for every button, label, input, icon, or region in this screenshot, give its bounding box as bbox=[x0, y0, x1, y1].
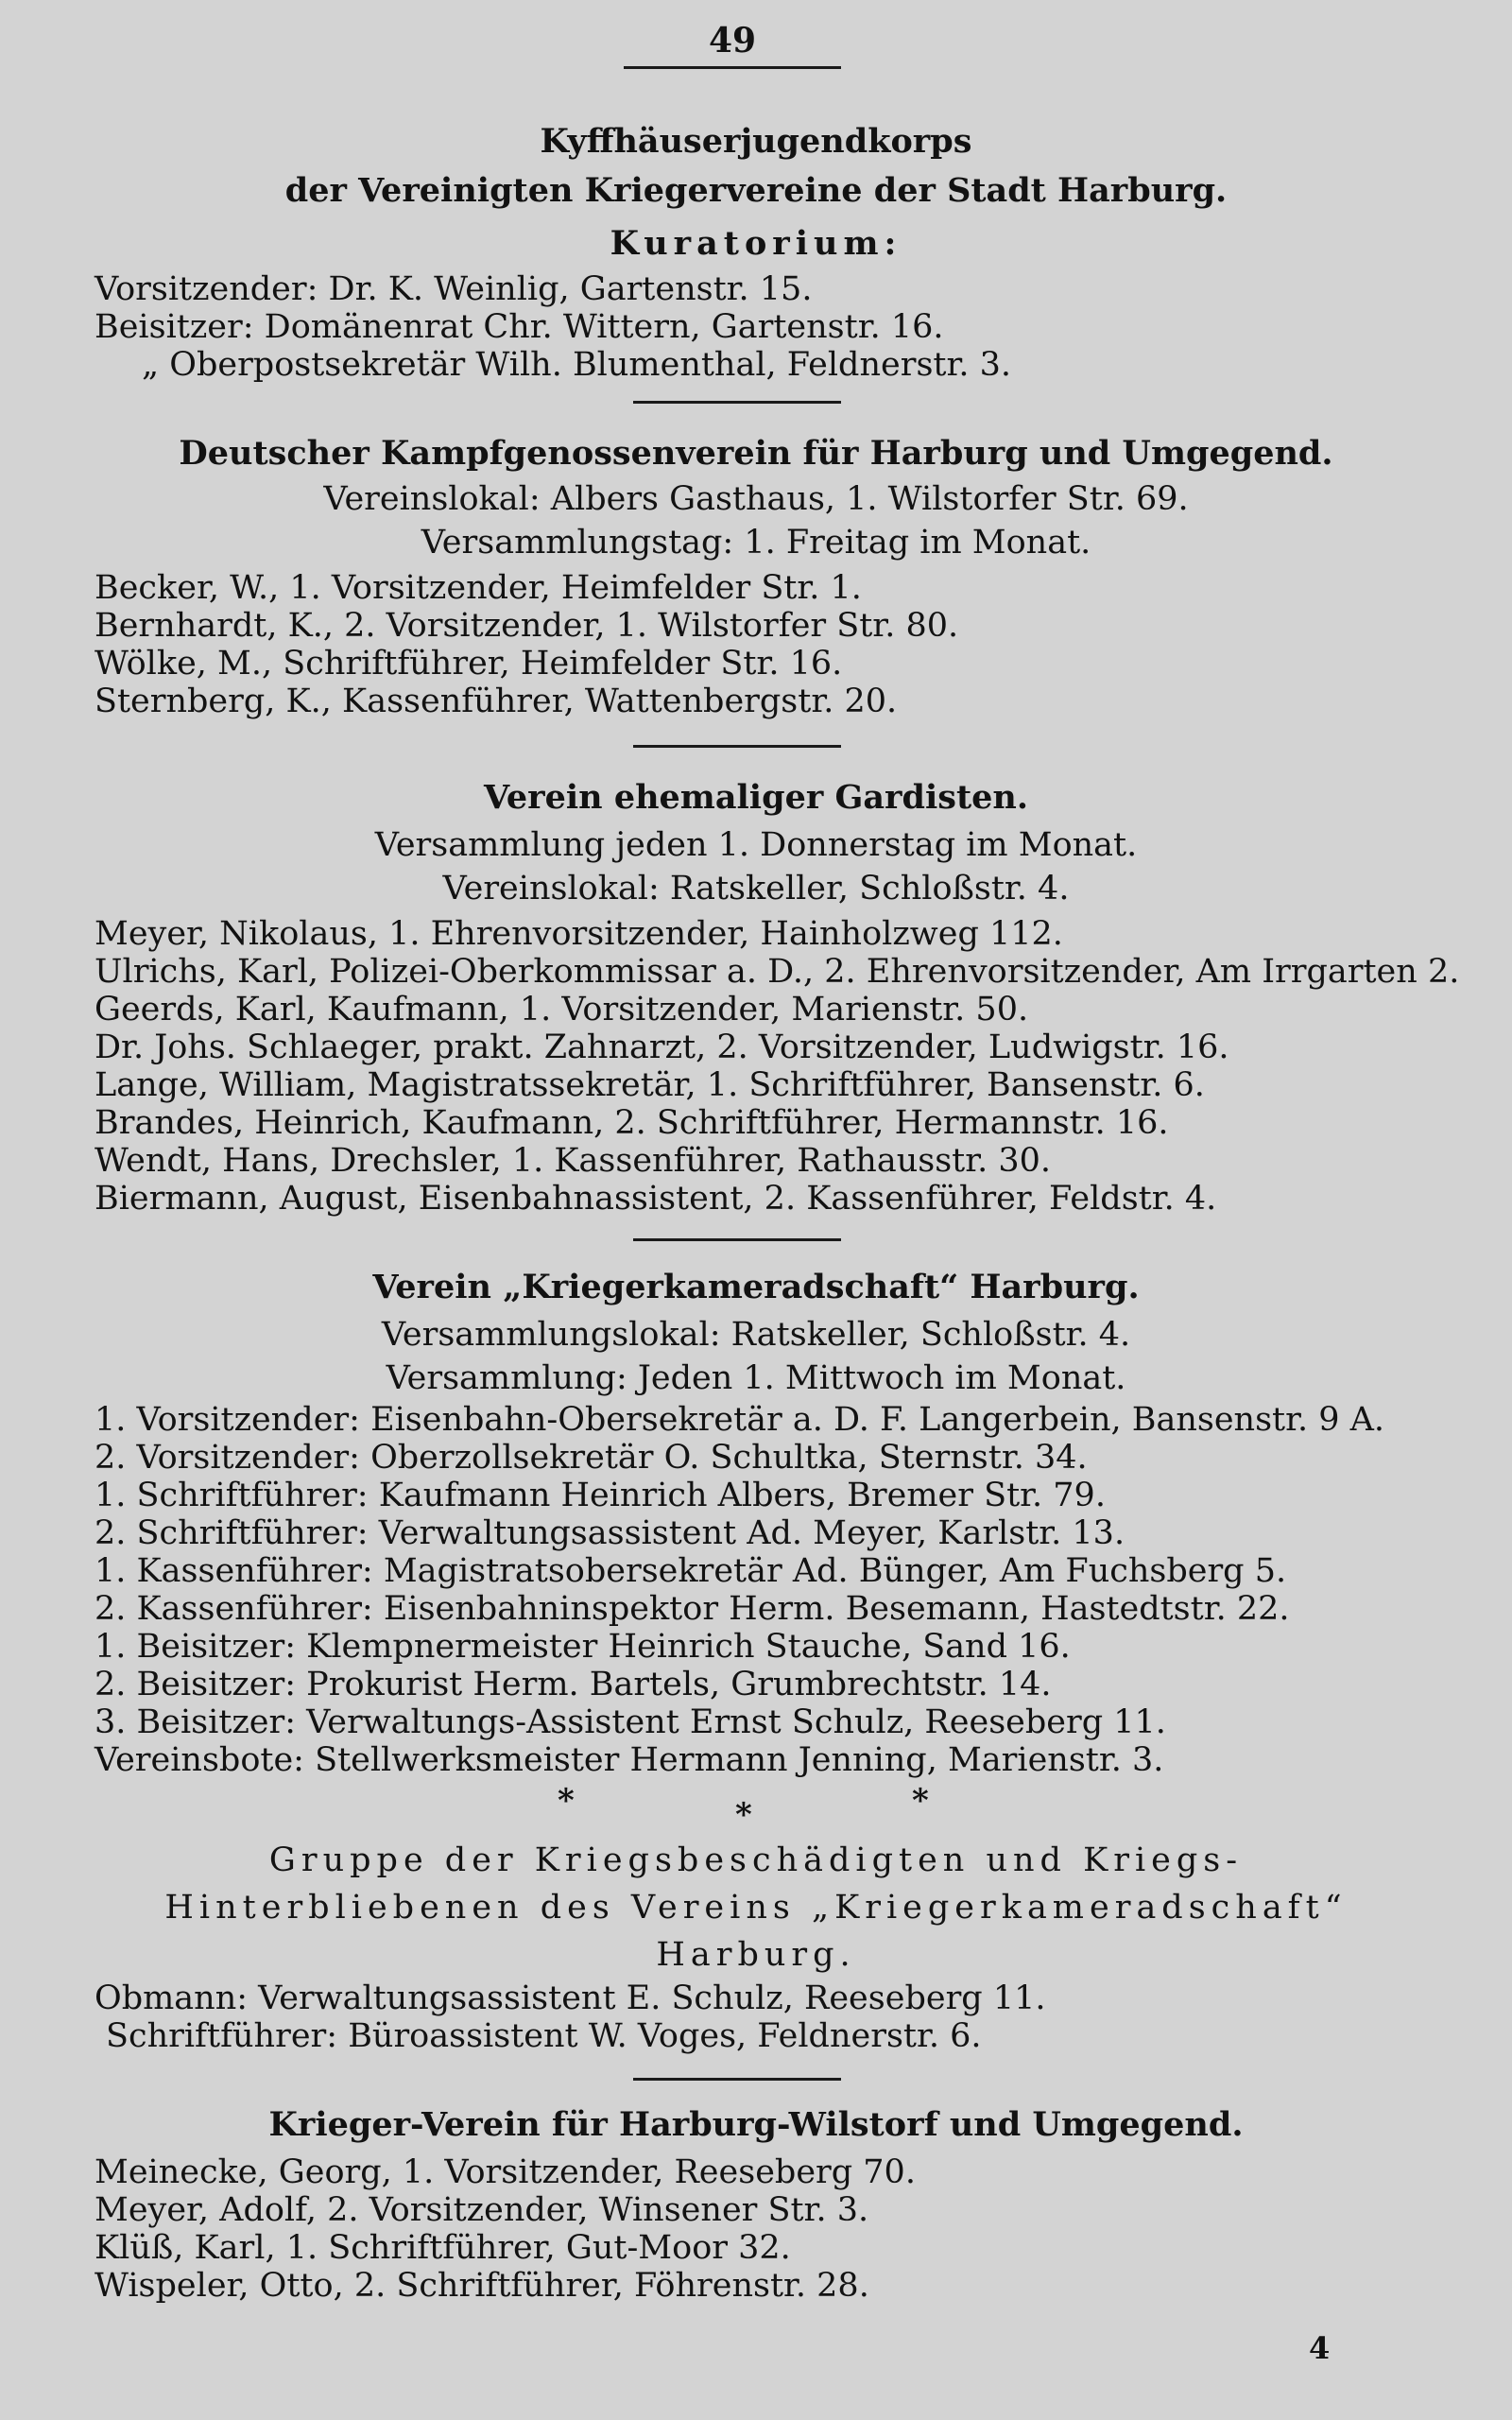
kuratorium-heading: Kuratorium: bbox=[610, 224, 902, 263]
section-divider bbox=[633, 745, 841, 748]
officer-line: 2. Beisitzer: Prokurist Herm. Bartels, Grumbrechtstr. 14. bbox=[94, 1666, 1052, 1703]
member-line: Meinecke, Georg, 1. Vorsitzender, Reeseberg 70. bbox=[94, 2153, 916, 2191]
kyff-title: Kyffhäuserjugendkorps bbox=[540, 122, 972, 161]
section-divider bbox=[633, 401, 841, 404]
kame-lokal: Versammlungslokal: Ratskeller, Schloßstr. 4. bbox=[381, 1316, 1131, 1354]
member-line: Geerds, Karl, Kaufmann, 1. Vorsitzender, Marienstr. 50. bbox=[94, 991, 1029, 1028]
officer-line: 1. Vorsitzender: Eisenbahn-Obersekretär a. D. F. Langerbein, Bansenstr. 9 A. bbox=[94, 1401, 1385, 1439]
kyff-subtitle: der Vereinigten Kriegervereine der Stadt Harburg. bbox=[284, 171, 1228, 210]
member-line: Meyer, Adolf, 2. Vorsitzender, Winsener Str. 3. bbox=[94, 2191, 869, 2229]
kampf-tag: Versammlungstag: 1. Freitag im Monat. bbox=[421, 524, 1091, 562]
officer-line: 3. Beisitzer: Verwaltungs-Assistent Ernst Schulz, Reeseberg 11. bbox=[94, 1703, 1166, 1741]
officer-line: 2. Kassenführer: Eisenbahninspektor Herm. Besemann, Hastedtstr. 22. bbox=[94, 1590, 1290, 1628]
member-line: Ulrichs, Karl, Polizei-Oberkommissar a. D., 2. Ehrenvorsitzender, Am Irrgarten 2. bbox=[94, 953, 1460, 991]
kame-title: Verein „Kriegerkameradschaft“ Harburg. bbox=[372, 1268, 1140, 1306]
asterisk-divider: * bbox=[912, 1782, 929, 1820]
kyff-line: Beisitzer: Domänenrat Chr. Wittern, Gartenstr. 16. bbox=[94, 308, 944, 346]
kampf-lokal: Vereinslokal: Albers Gasthaus, 1. Wilstorfer Str. 69. bbox=[323, 480, 1189, 518]
gard-versammlung: Versammlung jeden 1. Donnerstag im Monat. bbox=[374, 826, 1138, 864]
section-divider bbox=[633, 2078, 841, 2081]
officer-line: Vereinsbote: Stellwerksmeister Hermann Jenning, Marienstr. 3. bbox=[94, 1741, 1164, 1779]
wils-title: Krieger-Verein für Harburg-Wilstorf und Umgegend. bbox=[268, 2105, 1244, 2144]
member-line: Lange, William, Magistratssekretär, 1. Schriftführer, Bansenstr. 6. bbox=[94, 1066, 1205, 1104]
gruppe-title: Hinterbliebenen des Vereins „Kriegerkameradschaft“ bbox=[164, 1889, 1348, 1927]
officer-line: 2. Schriftführer: Verwaltungsassistent Ad. Meyer, Karlstr. 13. bbox=[94, 1514, 1125, 1552]
gard-title: Verein ehemaliger Gardisten. bbox=[483, 778, 1029, 817]
officer-line: 2. Vorsitzender: Oberzollsekretär O. Schultka, Sternstr. 34. bbox=[94, 1439, 1088, 1477]
officer-line: 1. Kassenführer: Magistratsobersekretär Ad. Bünger, Am Fuchsberg 5. bbox=[94, 1552, 1287, 1590]
section-divider bbox=[633, 1238, 841, 1241]
asterisk-divider: * bbox=[735, 1796, 752, 1834]
kyff-line: Vorsitzender: Dr. K. Weinlig, Gartenstr. 15. bbox=[94, 270, 813, 308]
gruppe-line: Schriftführer: Büroassistent W. Voges, Feldnerstr. 6. bbox=[106, 2017, 982, 2055]
asterisk-divider: * bbox=[558, 1782, 575, 1820]
member-line: Klüß, Karl, 1. Schriftführer, Gut-Moor 32. bbox=[94, 2229, 791, 2267]
kyff-line: „ Oberpostsekretär Wilh. Blumenthal, Feldnerstr. 3. bbox=[142, 346, 1011, 384]
member-line: Wölke, M., Schriftführer, Heimfelder Str. 16. bbox=[94, 645, 843, 683]
kame-versammlung: Versammlung: Jeden 1. Mittwoch im Monat. bbox=[386, 1359, 1126, 1397]
member-line: Biermann, August, Eisenbahnassistent, 2. Kassenführer, Feldstr. 4. bbox=[94, 1180, 1217, 1218]
member-line: Meyer, Nikolaus, 1. Ehrenvorsitzender, Hainholzweg 112. bbox=[94, 915, 1063, 953]
gruppe-title: Gruppe der Kriegsbeschädigten und Kriegs- bbox=[268, 1841, 1244, 1879]
member-line: Dr. Johs. Schlaeger, prakt. Zahnarzt, 2. Vorsitzender, Ludwigstr. 16. bbox=[94, 1028, 1229, 1066]
gruppe-title: Harburg. bbox=[656, 1936, 856, 1974]
gruppe-line: Obmann: Verwaltungsassistent E. Schulz, Reeseberg 11. bbox=[94, 1979, 1046, 2017]
member-line: Wendt, Hans, Drechsler, 1. Kassenführer, Rathausstr. 30. bbox=[94, 1142, 1052, 1180]
footer-number: 4 bbox=[1309, 2330, 1331, 2366]
gard-lokal: Vereinslokal: Ratskeller, Schloßstr. 4. bbox=[442, 870, 1070, 908]
member-line: Bernhardt, K., 2. Vorsitzender, 1. Wilstorfer Str. 80. bbox=[94, 607, 959, 645]
member-line: Becker, W., 1. Vorsitzender, Heimfelder Str. 1. bbox=[94, 569, 862, 607]
member-line: Brandes, Heinrich, Kaufmann, 2. Schriftführer, Hermannstr. 16. bbox=[94, 1104, 1169, 1142]
member-line: Wispeler, Otto, 2. Schriftführer, Föhrenstr. 28. bbox=[94, 2267, 869, 2305]
kampf-title: Deutscher Kampfgenossenverein für Harburg und Umgegend. bbox=[179, 434, 1333, 473]
page-number: 49 bbox=[624, 21, 841, 69]
officer-line: 1. Schriftführer: Kaufmann Heinrich Albers, Bremer Str. 79. bbox=[94, 1477, 1106, 1514]
officer-line: 1. Beisitzer: Klempnermeister Heinrich Stauche, Sand 16. bbox=[94, 1628, 1071, 1666]
member-line: Sternberg, K., Kassenführer, Wattenbergstr. 20. bbox=[94, 683, 898, 720]
